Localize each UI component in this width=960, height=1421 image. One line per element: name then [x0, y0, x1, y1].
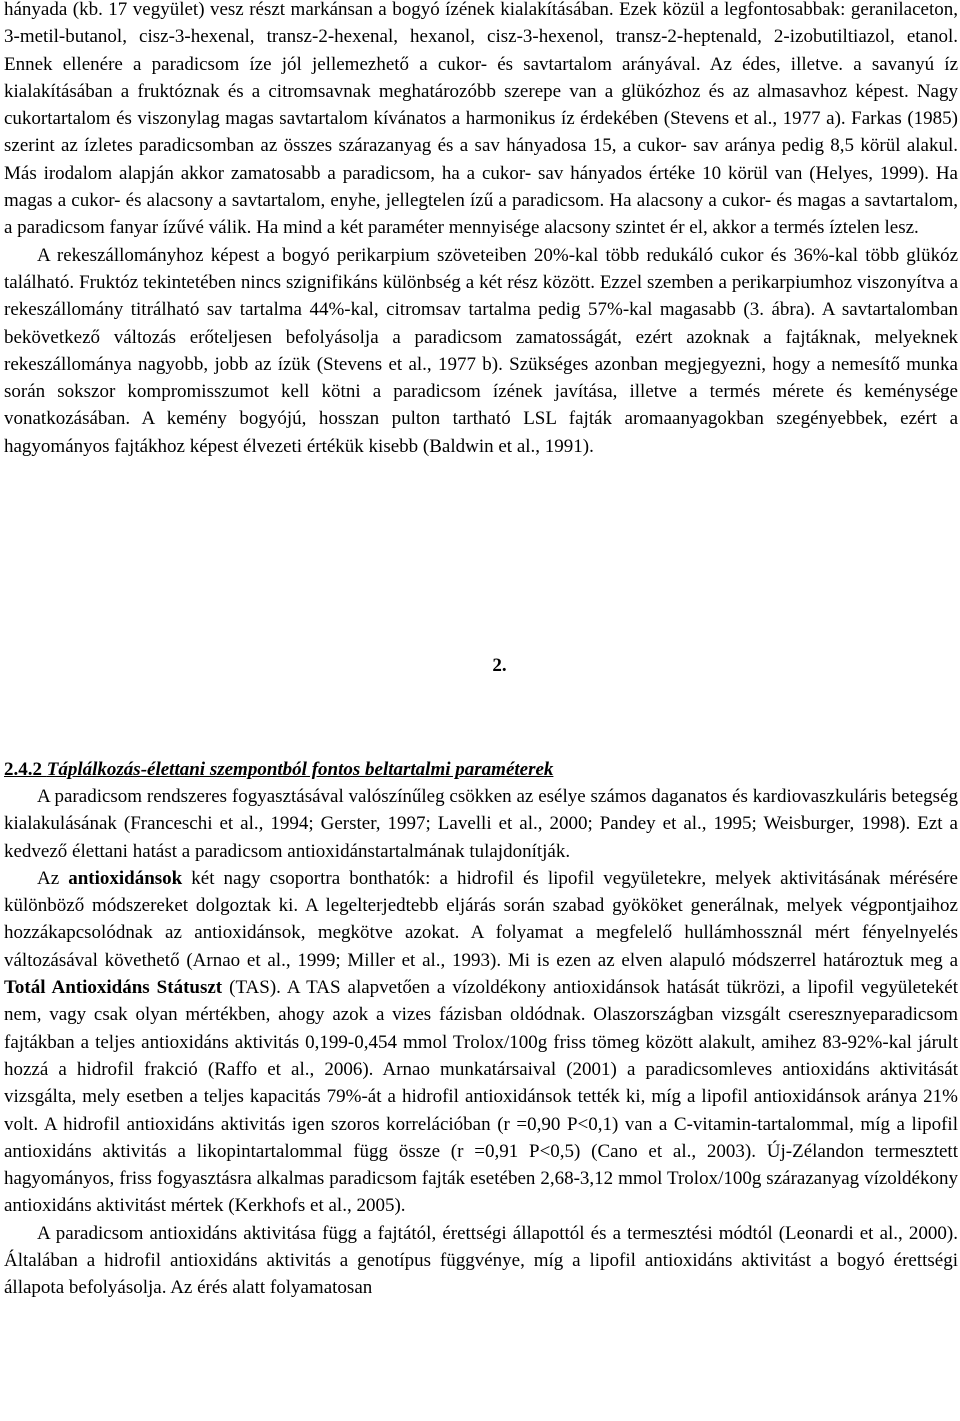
term-total-antioxidant-status: Totál Antioxidáns Státuszt: [4, 977, 223, 999]
paragraph-health-effects: A paradicsom rendszeres fogyasztásával valószínűleg csökken az esélye számos daganatos és kardiovaszkuláris betegség kialakulásának (Franceschi et al., 1994; Gerster, 1997; Lavelli et al., 2000; Pandey et al., 1995; Weisburger, 1998). Ezt a kedvező élettani hatást a paradicsom antioxidánstartalmának tulajdonítják.: [4, 786, 958, 862]
section-heading: [4, 756, 958, 783]
section-title: Táplálkozás-élettani szempontból fontos beltartalmi paraméterek: [46, 759, 554, 780]
body-text-bottom: [4, 783, 958, 1302]
paragraph-flavor-compounds: hányada (kb. 17 vegyület) vesz részt markánsan a bogyó ízének kialakításában. Ezek közül a legfontosabbak: geranilaceton, 3-metil-butanol, cisz-3-hexenal, transz-2-hexenal, hexanol, cisz-3-hexenol, transz-2-heptenald, 2-izobutiltiazol, etanol. Ennek ellenére a paradicsom íze jól jellemezhető a cukor- és savtartalom arányával. Az édes, illetve. a savanyú íz kialakításában a fruktóznak és a citromsavnak meghatározóbb szerepe van a glükózhoz és az almasavhoz képest. Nagy cukortartalom és viszonylag magas savtartalom kívánatos a harmonikus íz érdekében (Stevens et al., 1977 a). Farkas (1985) szerint az ízletes paradicsomban az összes szárazanyag és a sav hányadosa 15, a cukor- sav aránya pedig 8,5 körül alakul. Más irodalom alapján akkor zamatosabb a paradicsom, ha a cukor- sav hányados értéke 10 körül van (Helyes, 1999). Ha magas a cukor- és alacsony a savtartalom, enyhe, jellegtelen ízű a paradicsom. Ha alacsony a cukor- és magas a savtartalom, a paradicsom fanyar ízűvé válik. Ha mind a két paraméter mennyisége alacsony szintet ér el, akkor a termés íztelen lesz.: [4, 0, 958, 239]
chapter-number: 2.: [492, 655, 507, 676]
text-segment: Az: [37, 867, 69, 889]
term-antioxidants: antioxidánsok: [68, 867, 183, 889]
text-segment: (TAS). A TAS alapvetően a vízoldékony antioxidánsok hatását tükrözi, a lipofil vegyületekét nem, vagy csak olyan mértékben, ahogy azok a vizes fázisban oldódnak. Olaszországban vizsgált cseresznyeparadicsom fajtákban a teljes antioxidáns aktivitás 0,199-0,454 mmol Trolox/100g friss tömeg között alakult, amihez 83-92%-kal járult hozzá a hidrofil frakció (Raffo et al., 2006). Arnao munkatársaival (2001) a paradicsomleves antioxidáns aktivitását vizsgálta, mely esetben a teljes kapacitás 79%-át a hidrofil antioxidánsok tették ki, míg a lipofil antioxidánsok aránya 21% volt. A hidrofil antioxidáns aktivitás igen szoros korrelációban (r =0,90 P<0,1) van a C-vitamin-tartalommal, míg a lipofil antioxidáns aktivitás a likopintartalommal függ össze (r =0,91 P<0,5) (Cano et al., 2003). Új-Zélandon termesztett hagyományos, friss fogyasztásra alkalmas paradicsom fajták esetében 2,68-3,12 mmol Trolox/100g szárazanyag vízoldékony antioxidáns aktivitást mértek (Kerkhofs et al., 2005).: [4, 977, 958, 1217]
paragraph-pericarp-comparison: A rekeszállományhoz képest a bogyó perikarpium szöveteiben 20%-kal több redukáló cukor és 36%-kal több glükóz található. Fruktóz tekintetében nincs szignifikáns különbség a két rész között. Ezzel szemben a perikarpiumhoz viszonyítva a rekeszállomány titrálható sav tartalma 44%-kal, citromsav tartalma pedig 57%-kal magasabb (3. ábra). A savtartalomban bekövetkező változás erőteljesen befolyásolja a paradicsom zamatosságát, ezért azoknak a fajtáknak, melyeknek rekeszállománya nagyobb, jobb az ízük (Stevens et al., 1977 b). Szükséges azonban megjegyezni, hogy a nemesítő munka során sokszor kompromisszumot kell kötni a paradicsom ízének javítása, illetve a termés mérete és keménysége vonatkozásában. A kemény bogyójú, hosszan pulton tartható LSL fajták aromaanyagokban szegényebbek, ezért a hagyományos fajtákhoz képest élvezeti értékük kisebb (Baldwin et al., 1991).: [4, 244, 958, 457]
text-segment: két nagy csoportra bonthatók: a hidrofil és lipofil vegyületekre, melyek aktivitásának mérésére különböző módszereket dolgoztak ki. A legelterjedtebb eljárás során szabad gyököket generálnak, melyek végpontjaihoz hozzákapcsolódnak az antioxidánsok, megkötve azokat. A folyamat a megfelelő hullámhossznál mért fényelnyelés változásával követhető (Arnao et al., 1999; Miller et al., 1993). Mi is ezen az elven alapuló módszerrel határoztuk meg a: [4, 867, 958, 971]
paragraph-antioxidant-factors: A paradicsom antioxidáns aktivitása függ a fajtától, érettségi állapottól és a termesztési módtól (Leonardi et al., 2000). Általában a hidrofil antioxidáns aktivitás a genotípus függvénye, míg a lipofil antioxidáns aktivitást a bogyó érettségi állapota befolyásolja. Az érés alatt folyamatosan: [4, 1222, 958, 1299]
body-text-top: [4, 0, 958, 460]
paragraph-antioxidants: [4, 865, 958, 1220]
section-number: 2.4.2: [4, 759, 42, 780]
